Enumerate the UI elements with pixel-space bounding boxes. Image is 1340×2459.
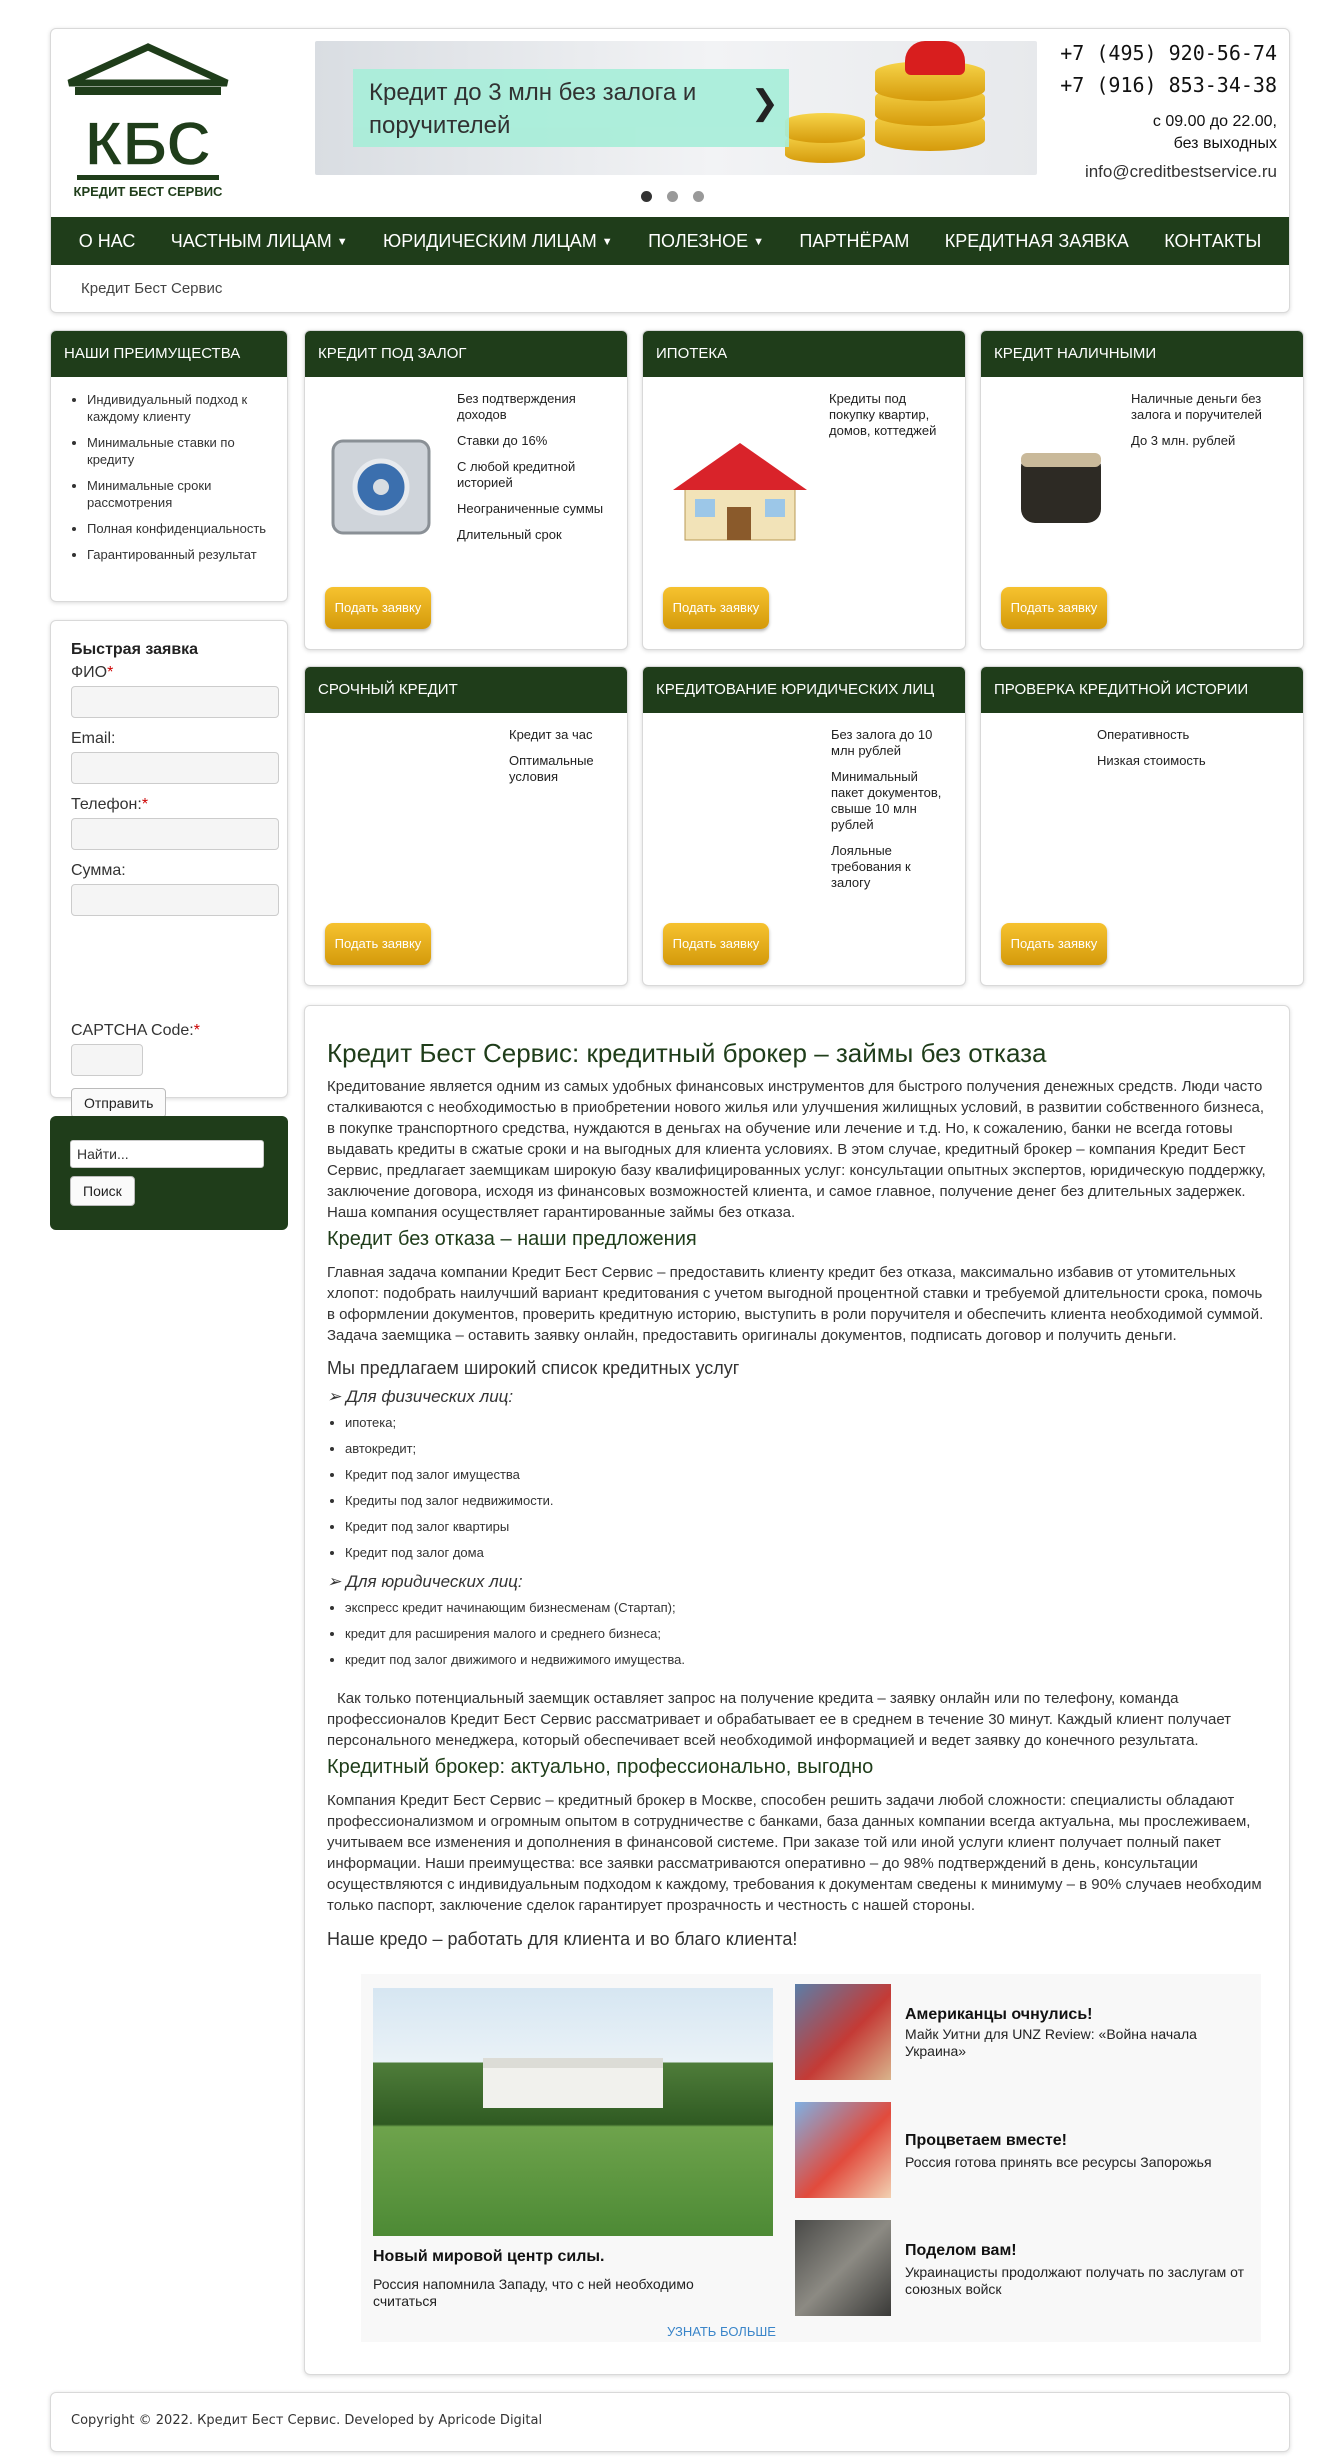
section-heading: Кредитный брокер: актуально, профессионально, выгодно — [327, 1756, 874, 1778]
phone-2[interactable]: +7 (916) 853-34-38 — [1060, 73, 1277, 97]
chevron-down-icon: ▼ — [336, 235, 348, 248]
news-text-2: Россия готова принять все ресурсы Запорожья — [905, 2154, 1212, 2170]
sum-label: Сумма: — [71, 862, 126, 879]
nav-about[interactable]: О НАС — [78, 230, 136, 251]
captcha-input[interactable] — [71, 1044, 143, 1076]
email-link[interactable]: info@creditbestservice.ru — [1084, 162, 1277, 181]
article-paragraph: Как только потенциальный заемщик оставляет запрос на получение кредита – заявку онлайн или по телефону, команда профессионалов Кредит Бест Сервис рассматривает и обрабатывает ее в среднем в течение 30 минут. Каждый клиент получает персонального менеджера, который обеспечивает всей необходимой информацией и ведет заявку до конечного результата. — [327, 1690, 1232, 1749]
tile-features: Оперативность Низкая стоимость — [1097, 727, 1206, 768]
fio-label: ФИО* — [71, 664, 114, 681]
banner-dot-2[interactable] — [667, 191, 678, 202]
list-item: • Индивидуальный подход к каждому клиенту — [87, 391, 275, 425]
wallet-icon — [1011, 443, 1111, 533]
nav-legal-entities[interactable]: ЮРИДИЧЕСКИМ ЛИЦАМ ▼ — [383, 230, 613, 251]
list-item: • кредит для расширения малого и среднего бизнеса; — [345, 1621, 1272, 1647]
apply-button[interactable]: Подать заявку — [1001, 587, 1107, 629]
read-more-link[interactable]: УЗНАТЬ БОЛЬШЕ — [667, 2324, 776, 2339]
service-tile-urgent-credit — [304, 666, 628, 986]
tile-features: Кредиты под покупку квартир, домов, коттеджей — [829, 391, 937, 438]
individuals-list — [327, 1410, 1272, 1566]
search-panel — [50, 1116, 288, 1230]
nav-contacts[interactable]: КОНТАКТЫ — [1164, 230, 1262, 251]
list-item: • Кредит под залог квартиры — [345, 1514, 1272, 1540]
article-paragraph: Кредитование является одним из самых удобных финансовых инструментов для быстрого получения денежных средств. Люди часто сталкиваются с необходимостью в приобретении нового жилья или улучшения жилищных условий, в развитии собственного бизнеса, в покупке транспортного средства, нуждаются в деньгах на обучение или лечение и т.д. Но, к сожалению, банки не всегда готовы выдавать кредиты в сжатые сроки и на выгодных для клиента условиях. В этом случае, кредитный брокер – компания Кредит Бест Сервис, предлагает заемщикам широкую базу квалифицированных услуг: консультации опытных экспертов, юридическую поддержку, заключение договора, исходя из финансовых возможностей клиента, и самое главное, получение денег без длительных задержек. Наша компания осуществляет гарантированные займы без отказа. — [327, 1078, 1266, 1221]
chevron-down-icon: ▼ — [601, 235, 613, 248]
service-tile-pledge-credit — [304, 330, 628, 650]
search-button[interactable]: Поиск — [70, 1176, 135, 1206]
section-heading: Мы предлагаем широкий список кредитных услуг — [327, 1358, 740, 1378]
breadcrumb[interactable]: Кредит Бест Сервис — [81, 280, 223, 297]
motto: Наше кредо – работать для клиента и во благо клиента! — [327, 1929, 798, 1949]
nav-credit-application[interactable]: КРЕДИТНАЯ ЗАЯВКА — [944, 230, 1129, 251]
tile-title: ИПОТЕКА — [643, 331, 965, 377]
news-thumb-3[interactable] — [795, 2220, 891, 2316]
list-item: • Минимальные сроки рассмотрения — [87, 477, 275, 511]
logo-graphic — [63, 43, 233, 203]
news-text-1: Майк Уитни для UNZ Review: «Война начала Украина» — [905, 2026, 1197, 2059]
list-item: • кредит под залог движимого и недвижимого имущества. — [345, 1647, 1272, 1673]
advantages-title: НАШИ ПРЕИМУЩЕСТВА — [51, 331, 287, 377]
banner-dot-1[interactable] — [641, 191, 652, 202]
submit-button[interactable]: Отправить — [71, 1088, 166, 1118]
quick-application-form — [50, 620, 288, 1111]
banner-dot-3[interactable] — [693, 191, 704, 202]
site-header — [50, 28, 1290, 313]
list-item: • ипотека; — [345, 1410, 1272, 1436]
tile-features: Без залога до 10 млн рублей Минимальный пакет документов, свыше 10 млн рублей Лояльные требования к залогу — [831, 727, 942, 890]
tile-features: Без подтверждения доходов Ставки до 16% С любой кредитной историей Неограниченные суммы Длительный срок — [457, 391, 604, 542]
news-main-image[interactable] — [373, 1988, 773, 2236]
news-main-title[interactable]: Новый мировой центр силы. — [373, 2248, 605, 2265]
tile-title: КРЕДИТ НАЛИЧНЫМИ — [981, 331, 1303, 377]
news-main-text: Россия напомнила Западу, что с ней необходимо считаться — [373, 2276, 694, 2309]
service-tile-credit-history — [980, 666, 1304, 986]
apply-button[interactable]: Подать заявку — [663, 587, 769, 629]
list-subtitle: ➢ Для физических лиц: — [327, 1387, 514, 1406]
news-widget — [361, 1974, 1261, 2342]
nav-partners[interactable]: ПАРТНЁРАМ — [799, 230, 910, 251]
tile-features: Наличные деньги без залога и поручителей До 3 млн. рублей — [1131, 391, 1262, 448]
main-nav — [51, 217, 1289, 265]
list-item: • экспресс кредит начинающим бизнесменам (Стартап); — [345, 1595, 1272, 1621]
promo-banner[interactable] — [315, 41, 1037, 175]
site-footer — [50, 2392, 1290, 2452]
tile-features: Кредит за час Оптимальные условия — [509, 727, 594, 784]
advantages-panel — [50, 330, 288, 602]
tile-title: КРЕДИТОВАНИЕ ЮРИДИЧЕСКИХ ЛИЦ — [643, 667, 965, 713]
news-title-3[interactable]: Поделом вам! — [905, 2242, 1017, 2259]
section-heading: Кредит без отказа – наши предложения — [327, 1228, 697, 1250]
tile-title: КРЕДИТ ПОД ЗАЛОГ — [305, 331, 627, 377]
sum-input[interactable] — [71, 884, 279, 916]
service-tile-mortgage — [642, 330, 966, 650]
banner-next-icon[interactable]: ❯ — [750, 84, 779, 122]
list-item: • Полная конфиденциальность — [87, 520, 275, 537]
news-title-1[interactable]: Американцы очнулись! — [905, 2006, 1093, 2023]
tile-title: ПРОВЕРКА КРЕДИТНОЙ ИСТОРИИ — [981, 667, 1303, 713]
safe-icon — [329, 435, 433, 539]
list-item: • Минимальные ставки по кредиту — [87, 434, 275, 468]
list-item: • Кредиты под залог недвижимости. — [345, 1488, 1272, 1514]
phone-input[interactable] — [71, 818, 279, 850]
news-thumb-2[interactable] — [795, 2102, 891, 2198]
nav-individuals[interactable]: ЧАСТНЫМ ЛИЦАМ ▼ — [170, 230, 348, 251]
email-input[interactable] — [71, 752, 279, 784]
phone-label: Телефон:* — [71, 796, 149, 813]
fio-input[interactable] — [71, 686, 279, 718]
list-item: • автокредит; — [345, 1436, 1272, 1462]
list-item: • Гарантированный результат — [87, 546, 275, 563]
article-paragraph: Главная задача компании Кредит Бест Сервис – предоставить клиенту кредит без отказа, максимально избавив от утомительных хлопот: подобрать наилучший вариант кредитования с учетом выгодной процентной ставки и требуемой длительности срока, помочь в оформлении документов, проверить кредитную историю, выступить в роли поручителя и обеспечить клиента необходимой суммой. Задача заемщика – оставить заявку онлайн, предоставить оригиналы документов, подписать договор и получить деньги. — [327, 1264, 1264, 1344]
copyright-text: Copyright © 2022. Кредит Бест Сервис. Developed by Apricode Digital — [71, 2413, 543, 2428]
article-paragraph: Компания Кредит Бест Сервис – кредитный брокер в Москве, способен решить задачи любой сложности: специалисты обладают профессионализмом и огромным опытом в сотрудничестве с банками, база данных компании всегда актуальна, мы прослеживаем, учитываем все изменения и дополнения в финансовой системе. При заказе той или иной услуги клиент получает полный пакет информации. Наши преимущества: все заявки рассматриваются оперативно – до 98% подтверждений в день, консультации осуществляются с индивидуальным подходом к каждому, требования к документам сведены к минимуму – в 90% случаев необходим только паспорт, заключение сделок гарантирует прозрачность и честность с нашей стороны. — [327, 1792, 1262, 1914]
phone-1[interactable]: +7 (495) 920-56-74 — [1060, 41, 1277, 65]
advantages-list — [51, 377, 287, 563]
apply-button[interactable]: Подать заявку — [325, 923, 431, 965]
site-logo[interactable] — [63, 43, 233, 203]
working-hours: с 09.00 до 22.00, без выходных — [1152, 113, 1277, 152]
list-subtitle: ➢ Для юридических лиц: — [327, 1572, 523, 1591]
gift-bow-graphic — [905, 41, 965, 75]
article-section — [304, 1005, 1290, 2375]
banner-caption: Кредит до 3 млн без залога и поручителей ❯ — [353, 69, 789, 147]
form-title: Быстрая заявка — [71, 641, 199, 658]
tile-title: СРОЧНЫЙ КРЕДИТ — [305, 667, 627, 713]
white-house-graphic — [483, 2058, 663, 2108]
house-icon — [665, 435, 815, 545]
list-item: • Кредит под залог имущества — [345, 1462, 1272, 1488]
search-input[interactable]: Найти... — [70, 1140, 264, 1168]
legal-entities-list — [327, 1595, 1272, 1673]
chevron-down-icon: ▼ — [753, 235, 765, 248]
news-text-3: Украинацисты продолжают получать по заслугам от союзных войск — [905, 2264, 1245, 2297]
service-tile-cash-credit — [980, 330, 1304, 650]
list-item: • Кредит под залог дома — [345, 1540, 1272, 1566]
service-tile-legal-credit — [642, 666, 966, 986]
news-title-2[interactable]: Процветаем вместе! — [905, 2132, 1068, 2149]
news-thumb-1[interactable] — [795, 1984, 891, 2080]
logo-subtitle: КРЕДИТ БЕСТ СЕРВИС — [73, 184, 223, 199]
article-title: Кредит Бест Сервис: кредитный брокер – займы без отказа — [327, 1038, 1047, 1068]
banner-pagination — [641, 189, 719, 207]
captcha-label: CAPTCHA Code:* — [71, 1022, 200, 1039]
apply-button[interactable]: Подать заявку — [663, 923, 769, 965]
apply-button[interactable]: Подать заявку — [325, 587, 431, 629]
email-label: Email: — [71, 730, 116, 747]
logo-letters: КБС — [84, 110, 212, 179]
nav-useful[interactable]: ПОЛЕЗНОЕ ▼ — [648, 230, 765, 251]
apply-button[interactable]: Подать заявку — [1001, 923, 1107, 965]
